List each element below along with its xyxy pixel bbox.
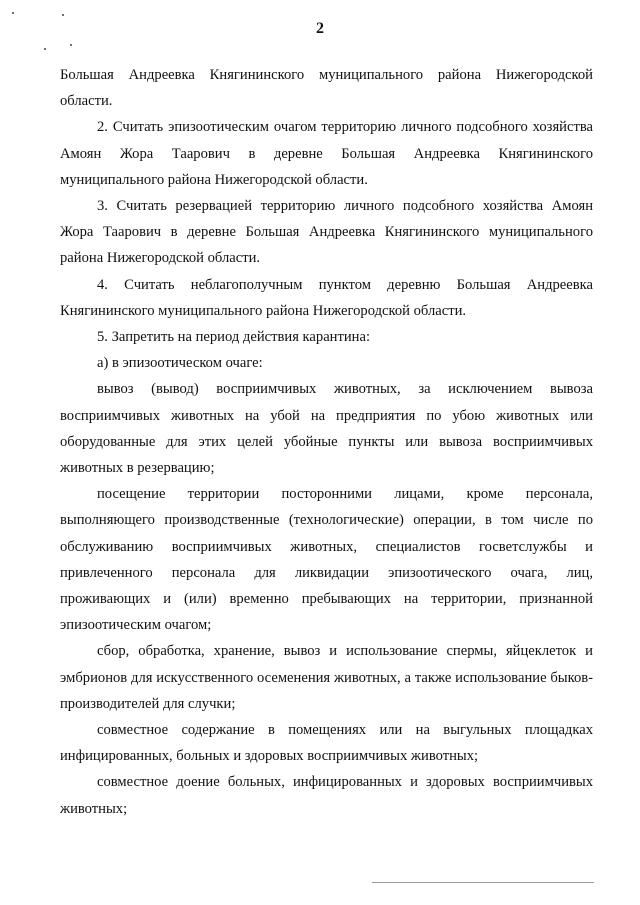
paragraph: совместное содержание в помещениях или на выгульных площадках инфицированных, больных и здоровых восприимчивых животных; bbox=[60, 722, 593, 765]
paragraph: а) в эпизоотическом очаге: bbox=[97, 355, 263, 372]
page-number: 2 bbox=[316, 20, 324, 37]
paragraph: вывоз (вывод) восприимчивых животных, за исключением вывоза восприимчивых животных на убой на предприятия по убою животных или оборудованные для этих целей убойные пункты или вывоза восприимчивых животных в резервацию; bbox=[60, 381, 593, 477]
paragraph: посещение территории посторонними лицами, кроме персонала, выполняющего производственные (технологические) операции, в том числе по обслуживанию восприимчивых животных, специалистов госветслужбы и привлеченного персонала для ликвидации эпизоотического очага, лиц, проживающих и (или) временно пребывающих на территории, признанной эпизоотическим очагом; bbox=[60, 486, 593, 634]
scan-speck bbox=[62, 14, 64, 16]
document-body bbox=[60, 62, 593, 822]
scan-speck bbox=[70, 44, 72, 46]
paragraph: 3. Считать резервацией территорию личного подсобного хозяйства Амоян Жора Таарович в деревне Большая Андреевка Княгининского муниципального района Нижегородской области. bbox=[60, 198, 593, 267]
paragraph: сбор, обработка, хранение, вывоз и использование спермы, яйцеклеток и эмбрионов для искусственного осеменения животных, а также использование быков-производителей для случки; bbox=[60, 643, 593, 712]
paragraph: 2. Считать эпизоотическим очагом территорию личного подсобного хозяйства Амоян Жора Таарович в деревне Большая Андреевка Княгининского муниципального района Нижегородской области. bbox=[60, 119, 593, 188]
paragraph: совместное доение больных, инфицированных и здоровых восприимчивых животных; bbox=[60, 774, 593, 817]
scan-speck bbox=[44, 48, 46, 50]
footer-divider bbox=[372, 882, 594, 883]
paragraph: 4. Считать неблагополучным пунктом деревню Большая Андреевка Княгининского муниципального района Нижегородской области. bbox=[60, 276, 593, 319]
scan-speck bbox=[12, 12, 14, 14]
paragraph: 5. Запретить на период действия карантина: bbox=[97, 329, 371, 346]
paragraph: Большая Андреевка Княгининского муниципального района Нижегородской области. bbox=[60, 67, 593, 110]
